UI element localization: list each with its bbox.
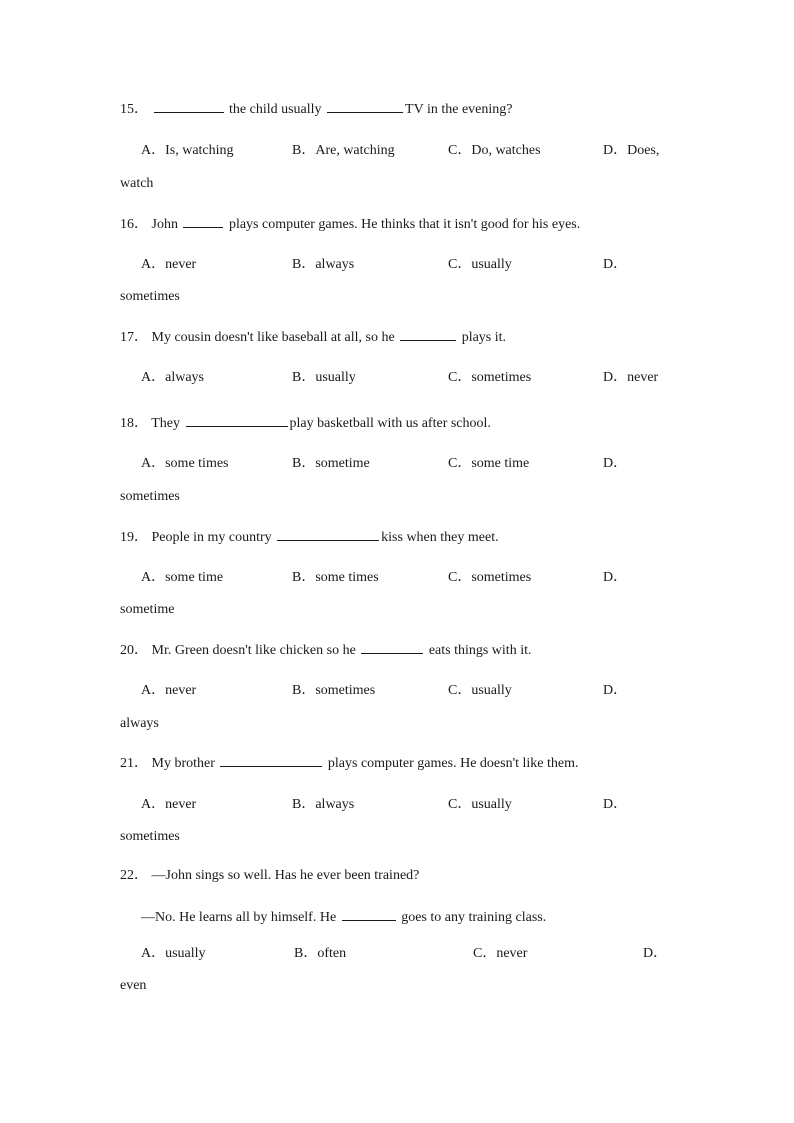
question-text: eats things with it. xyxy=(428,643,532,658)
option-d-wrap: sometime xyxy=(120,602,175,617)
option-b: B．sometime xyxy=(292,456,370,471)
question-text: John xyxy=(151,217,178,232)
question-20 xyxy=(120,640,531,660)
question-number: 15． xyxy=(120,102,148,117)
question-22-dialog xyxy=(141,907,546,927)
option-d-wrap: sometimes xyxy=(120,829,180,844)
question-text: People in my country xyxy=(151,530,272,545)
answer-blank xyxy=(327,99,403,113)
option-a: A．usually xyxy=(141,946,206,961)
question-number: 22． xyxy=(120,868,148,883)
option-b: B．some times xyxy=(292,570,379,585)
question-16 xyxy=(120,214,580,234)
option-a: A．some times xyxy=(141,456,229,471)
option-d-wrap: even xyxy=(120,978,147,993)
question-text: —No. He learns all by himself. He xyxy=(141,910,337,925)
question-text: plays computer games. He thinks that it isn't good for his eyes. xyxy=(228,217,581,232)
question-text: My brother xyxy=(151,756,215,771)
question-number: 17． xyxy=(120,330,148,345)
option-c: C．usually xyxy=(448,797,512,812)
option-d: D． xyxy=(603,257,628,272)
option-a: A．never xyxy=(141,797,197,812)
question-number: 18． xyxy=(120,416,148,431)
answer-blank xyxy=(361,640,423,654)
question-text: play basketball with us after school. xyxy=(289,416,491,431)
option-b: B．always xyxy=(292,257,355,272)
question-18 xyxy=(120,413,491,433)
question-text: They xyxy=(151,416,181,431)
question-text: My cousin doesn't like baseball at all, so he xyxy=(151,330,395,345)
option-d-wrap: sometimes xyxy=(120,489,180,504)
answer-blank xyxy=(154,99,224,113)
question-19 xyxy=(120,527,499,547)
question-text: plays it. xyxy=(461,330,507,345)
option-c: C．Do, watches xyxy=(448,143,541,158)
question-21 xyxy=(120,753,578,773)
question-17 xyxy=(120,327,506,347)
answer-blank xyxy=(220,753,322,767)
option-d: D． xyxy=(643,946,668,961)
question-text: the child usually xyxy=(229,102,322,117)
option-d-wrap: watch xyxy=(120,176,154,191)
option-c: C．usually xyxy=(448,257,512,272)
answer-blank xyxy=(186,413,288,427)
option-d: D． xyxy=(603,570,628,585)
option-b: B．Are, watching xyxy=(292,143,395,158)
option-b: B．usually xyxy=(292,370,356,385)
option-b: B．often xyxy=(294,946,347,961)
option-d-wrap: sometimes xyxy=(120,289,180,304)
option-d: D． xyxy=(603,797,628,812)
question-text: plays computer games. He doesn't like them. xyxy=(327,756,579,771)
option-c: C．sometimes xyxy=(448,370,532,385)
question-text: TV in the evening? xyxy=(405,102,513,117)
option-d: D．Does, xyxy=(603,143,660,158)
question-text: kiss when they meet. xyxy=(381,530,499,545)
question-22 xyxy=(120,867,419,885)
option-b: B．sometimes xyxy=(292,683,376,698)
question-15 xyxy=(120,99,512,119)
question-text: Mr. Green doesn't like chicken so he xyxy=(151,643,356,658)
answer-blank xyxy=(277,527,379,541)
option-d-wrap: always xyxy=(120,716,159,731)
option-c: C．never xyxy=(473,946,528,961)
option-d: D． xyxy=(603,683,628,698)
option-a: A．always xyxy=(141,370,204,385)
option-a: A．never xyxy=(141,257,197,272)
answer-blank xyxy=(183,214,223,228)
option-c: C．usually xyxy=(448,683,512,698)
question-text: —John sings so well. Has he ever been trained? xyxy=(151,868,420,883)
option-d: D．never xyxy=(603,370,659,385)
question-number: 19． xyxy=(120,530,148,545)
question-number: 16． xyxy=(120,217,148,232)
option-c: C．sometimes xyxy=(448,570,532,585)
answer-blank xyxy=(342,907,396,921)
option-a: A．Is, watching xyxy=(141,143,234,158)
option-c: C．some time xyxy=(448,456,530,471)
option-a: A．some time xyxy=(141,570,224,585)
question-text: goes to any training class. xyxy=(401,910,547,925)
answer-blank xyxy=(400,327,456,341)
question-number: 21． xyxy=(120,756,148,771)
question-number: 20． xyxy=(120,643,148,658)
option-a: A．never xyxy=(141,683,197,698)
option-d: D． xyxy=(603,456,628,471)
option-b: B．always xyxy=(292,797,355,812)
